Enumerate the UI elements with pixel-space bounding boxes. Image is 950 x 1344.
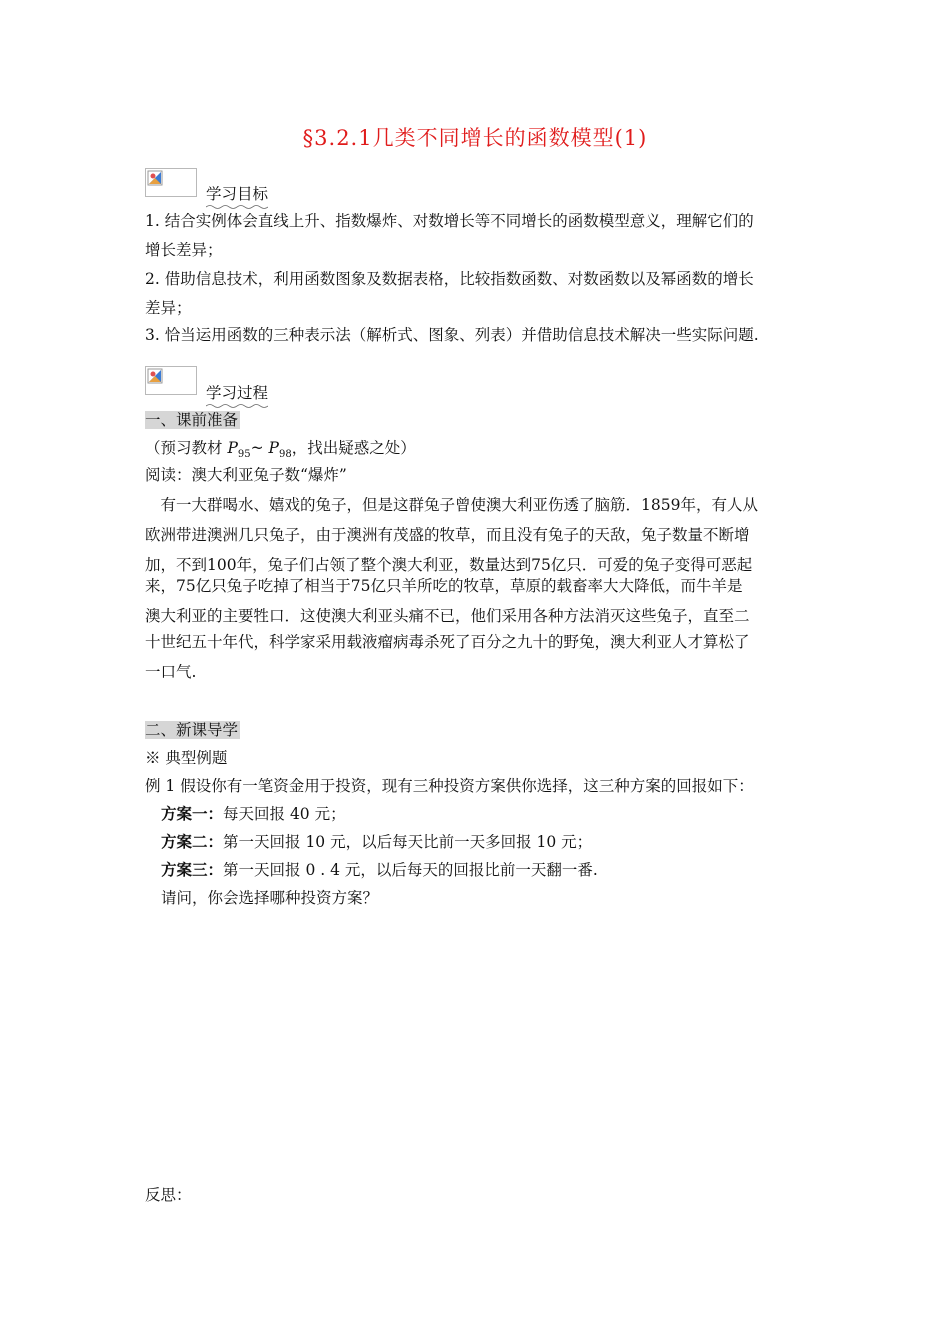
process-heading [206, 381, 268, 403]
plan-3-text: 第一天回报 0 . 4 元，以后每天的回报比前一天翻一番. [223, 861, 598, 879]
part1-heading-label: 一、课前准备 [145, 411, 239, 429]
plan-2-text: 第一天回报 10 元，以后每天比前一天多回报 10 元； [223, 833, 593, 851]
preview-from: 95 [237, 449, 251, 461]
story-line-6: 十世纪五十年代，科学家采用载液瘤病毒杀死了百分之九十的野兔，澳大利亚人才算松了 [145, 633, 750, 651]
preview-to: 98 [278, 449, 292, 461]
plan-1-label: 方案一： [161, 804, 224, 823]
story-line-7: 一口气. [145, 663, 197, 681]
preview-tilde: ~ [250, 439, 269, 457]
plan-2 [161, 830, 592, 852]
broken-image-icon [145, 366, 197, 395]
plan-2-label: 方案二： [161, 832, 224, 851]
goal-line-5: 3. 恰当运用函数的三种表示法（解析式、图象、列表）并借助信息技术解决一些实际问题. [145, 326, 759, 344]
preview-prefix: （预习教材 [145, 439, 228, 457]
goal-line-4: 差异； [145, 299, 192, 317]
story-line-1: 有一大群喝水、嬉戏的兔子，但是这群兔子曾使澳大利亚伤透了脑筋．1859年，有人从 [145, 496, 758, 514]
reflection-label: 反思： [145, 1186, 192, 1204]
process-heading-label: 学习过程 [206, 384, 269, 402]
goals-heading-label: 学习目标 [206, 185, 269, 203]
preview-line [145, 436, 416, 460]
page-title: §3.2.1几类不同增长的函数模型(1) [302, 126, 648, 150]
plan-3 [161, 858, 598, 880]
reading-title: 阅读：澳大利亚兔子数“爆炸” [145, 466, 347, 484]
example1-text: 例 1 假设你有一笔资金用于投资，现有三种投资方案供你选择，这三种方案的回报如下： [145, 777, 754, 795]
preview-p: P [227, 439, 238, 457]
part1-heading [145, 408, 240, 430]
part2-heading-label: 二、新课导学 [145, 721, 239, 739]
examples-heading: ※ 典型例题 [145, 749, 228, 767]
plan-1-text: 每天回报 40 元； [223, 805, 346, 823]
preview-suffix: ，找出疑惑之处） [291, 439, 416, 457]
story-line-5: 澳大利亚的主要牲口．这使澳大利亚头痛不已，他们采用各种方法消灭这些兔子，直至二 [145, 607, 750, 625]
story-line-4: 来，75亿只兔子吃掉了相当于75亿只羊所吃的牧草，草原的载畜率大大降低，而牛羊是 [145, 577, 743, 595]
plan-3-label: 方案三： [161, 860, 224, 879]
question-text: 请问，你会选择哪种投资方案？ [161, 889, 379, 907]
goal-line-2: 增长差异； [145, 241, 223, 259]
plan-1 [161, 802, 346, 824]
goals-heading [206, 182, 268, 204]
preview-p: P [268, 439, 279, 457]
goal-line-3: 2. 借助信息技术，利用函数图象及数据表格，比较指数函数、对数函数以及幂函数的增长 [145, 270, 754, 288]
part2-heading [145, 718, 240, 740]
story-line-3: 加，不到100年，兔子们占领了整个澳大利亚，数量达到75亿只．可爱的兔子变得可恶起 [145, 556, 753, 574]
story-line-2: 欧洲带进澳洲几只兔子，由于澳洲有茂盛的牧草，而且没有兔子的天敌，兔子数量不断增 [145, 526, 750, 544]
goal-line-1: 1. 结合实例体会直线上升、指数爆炸、对数增长等不同增长的函数模型意义，理解它们的 [145, 212, 754, 230]
broken-image-icon [145, 168, 197, 197]
